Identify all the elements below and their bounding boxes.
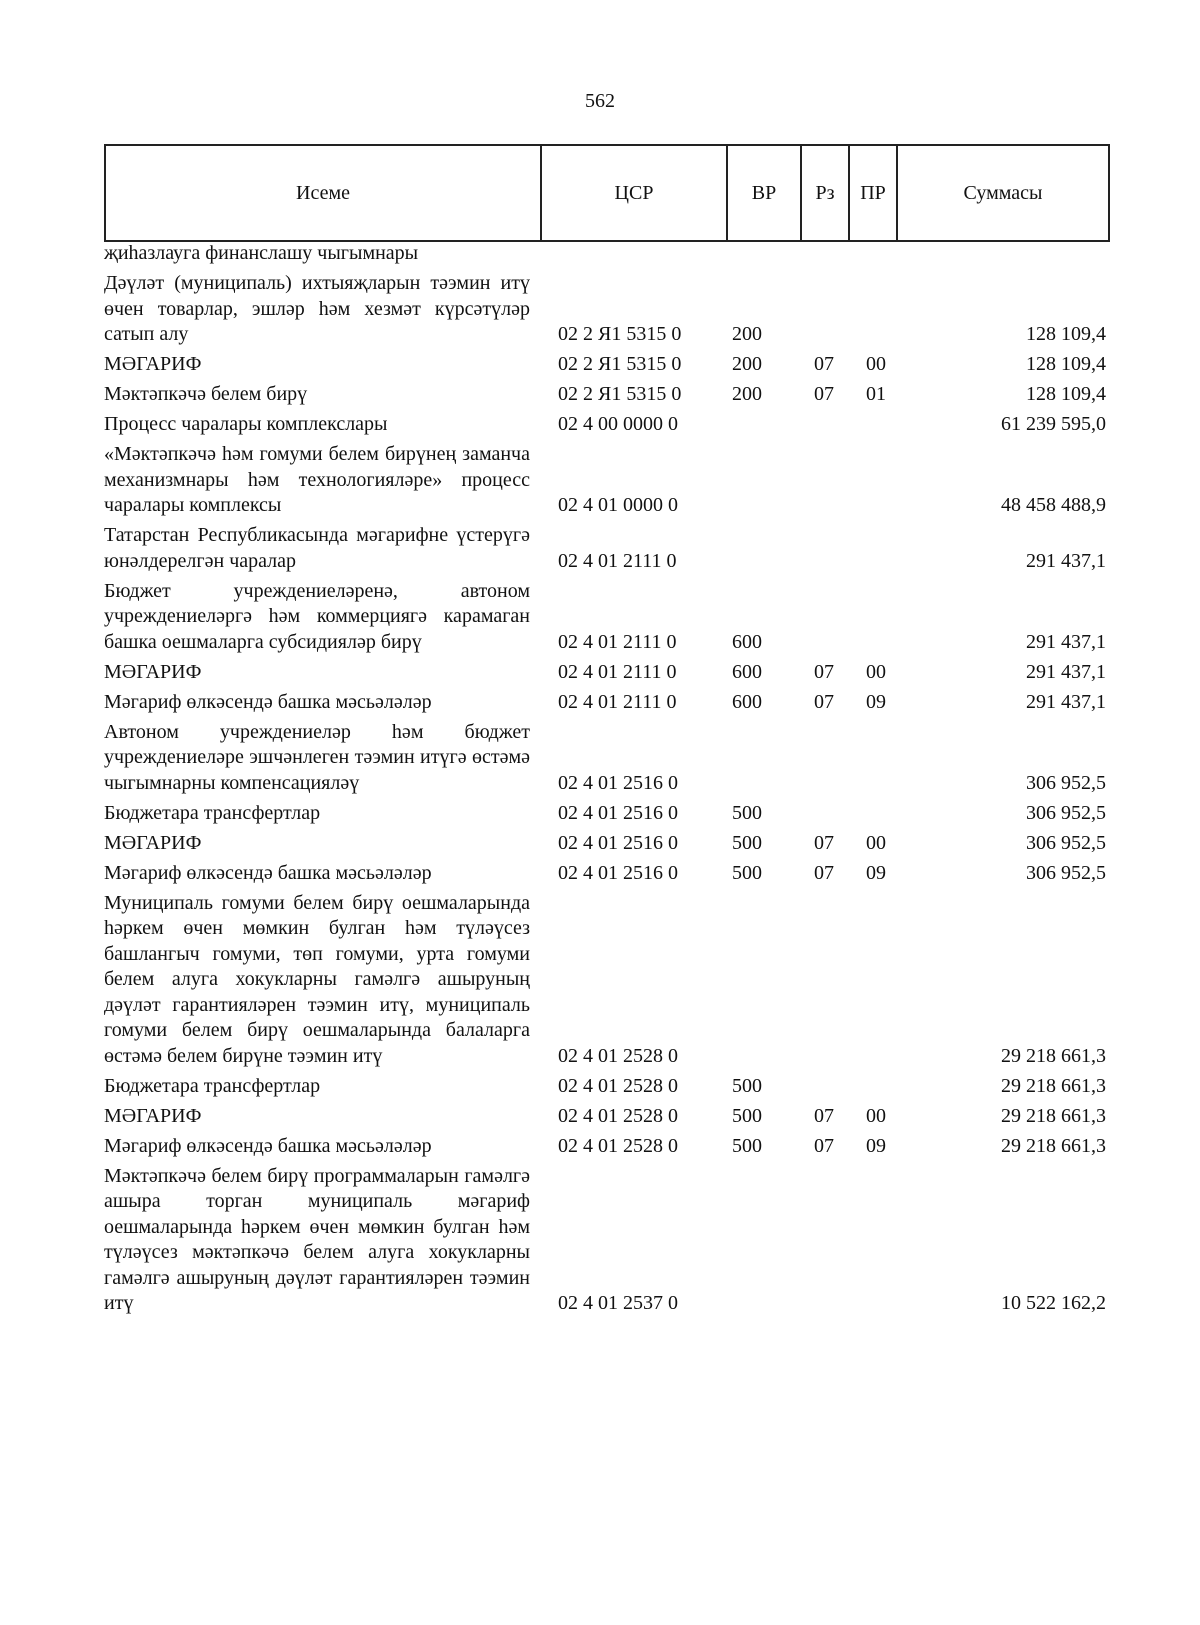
cell-name: җиһазлауга финанслашу чыгымнары [104, 242, 419, 264]
table-row [104, 886, 1108, 1069]
cell-rz [800, 796, 848, 826]
cell-csr: 02 4 01 2528 0 [558, 1104, 678, 1127]
cell-rz: 07 [814, 353, 834, 375]
cell-pr [848, 408, 896, 438]
cell-name: «Мәктәпкәчә һәм гомуми белем бирүнең заманча механизмнары һәм технологияләре» процесс чаралары комплексы [104, 443, 530, 516]
cell-vr: 500 [732, 861, 762, 884]
cell-rz [800, 1069, 848, 1099]
cell-name: Муниципаль гомуми белем бирү оешмаларында һәркем өчен мөмкин булган һәм түләүсез башлангыч гомуми, төп гомуми, урта гомуми белем алуга хокукларны гамәлгә ашыруның дәүләт гарантияләрен тәэмин итү, муниципаль гомуми белем бирү оешмаларында балаларга өстәмә белем бирүне тәэмин итү [104, 891, 530, 1067]
cell-name: Мәктәпкәчә белем бирү программаларын гамәлгә ашыра торган муниципаль мәгариф оешмаларында һәркем өчен мөмкин булган һәм түләүсез мәктәпкәчә белем алуга хокукларны гамәлгә ашыруның дәүләт гарантияләрен тәэмин итү [104, 1164, 530, 1314]
cell-name: МӘГАРИФ [104, 660, 202, 683]
cell-rz: 07 [814, 383, 834, 405]
table-row [104, 826, 1108, 856]
cell-pr [848, 241, 896, 267]
cell-rz [800, 574, 848, 655]
cell-pr [848, 1069, 896, 1099]
table-header [104, 144, 1110, 242]
cell-vr: 600 [732, 690, 762, 713]
cell-name: Татарстан Республикасында мәгарифне үстерүгә юнәлдерелгән чаралар [104, 524, 530, 572]
cell-name: Автоном учреждениеләр һәм бюджет учреждениеләре эшчәнлеген тәэмин итүгә өстәмә чыгымнарны компенсацияләү [104, 720, 530, 794]
cell-sum: 128 109,4 [1026, 323, 1106, 345]
cell-vr [726, 886, 800, 1069]
cell-csr: 02 4 00 0000 0 [558, 413, 678, 435]
budget-table [104, 241, 1108, 1317]
page-number: 562 [585, 90, 615, 112]
table-row [104, 856, 1108, 886]
cell-pr [848, 886, 896, 1069]
cell-csr [540, 241, 726, 267]
table-row [104, 438, 1108, 519]
cell-name: Процесс чаралары комплекслары [104, 413, 388, 435]
cell-vr [726, 241, 800, 267]
header-pr: ПР [849, 145, 897, 241]
cell-csr: 02 4 01 2516 0 [558, 861, 678, 884]
cell-rz: 07 [814, 660, 834, 683]
cell-vr: 200 [732, 383, 762, 405]
table-row [104, 574, 1108, 655]
cell-pr [848, 574, 896, 655]
cell-rz: 07 [814, 831, 834, 854]
table-row [104, 519, 1108, 575]
cell-name: МӘГАРИФ [104, 831, 202, 854]
cell-pr: 09 [866, 690, 886, 713]
cell-vr: 600 [732, 660, 762, 683]
cell-csr: 02 4 01 2111 0 [558, 660, 677, 683]
table-row [104, 715, 1108, 796]
cell-name: Бюджетара трансфертлар [104, 801, 321, 824]
cell-name: Мәгариф өлкәсендә башка мәсьәләләр [104, 690, 432, 713]
cell-vr: 500 [732, 1104, 762, 1127]
cell-pr: 00 [866, 831, 886, 854]
cell-name: Мәгариф өлкәсендә башка мәсьәләләр [104, 861, 432, 884]
cell-sum: 306 952,5 [1026, 861, 1106, 884]
cell-sum: 306 952,5 [1026, 831, 1106, 854]
cell-vr: 200 [732, 353, 762, 375]
cell-pr [848, 715, 896, 796]
cell-csr: 02 2 Я1 5315 0 [558, 383, 682, 405]
cell-rz [800, 1159, 848, 1317]
table-row [104, 267, 1108, 348]
header-csr: ЦСР [541, 145, 727, 241]
cell-vr [726, 438, 800, 519]
table-row [104, 655, 1108, 685]
cell-csr: 02 4 01 2516 0 [558, 831, 678, 854]
cell-vr: 500 [732, 831, 762, 854]
cell-rz [800, 408, 848, 438]
cell-name: Бюджет учреждениеләренә, автоном учреждениеләргә һәм коммерциягә карамаган башка оешмаларга субсидияләр бирү [104, 579, 530, 653]
cell-csr: 02 4 01 2537 0 [558, 1292, 678, 1314]
cell-rz [800, 241, 848, 267]
cell-csr: 02 2 Я1 5315 0 [558, 323, 682, 345]
cell-sum: 306 952,5 [1026, 771, 1106, 794]
cell-sum: 128 109,4 [1026, 353, 1106, 375]
table-row [104, 1099, 1108, 1129]
cell-sum: 291 437,1 [1026, 630, 1106, 653]
cell-pr: 00 [866, 353, 886, 375]
header-name: Исеме [105, 145, 541, 241]
table-row [104, 1159, 1108, 1317]
cell-sum: 306 952,5 [1026, 801, 1106, 824]
cell-sum: 291 437,1 [1026, 549, 1106, 572]
cell-sum [896, 241, 1108, 267]
cell-sum: 29 218 661,3 [1001, 1044, 1106, 1067]
cell-sum: 29 218 661,3 [1001, 1074, 1106, 1097]
cell-pr [848, 267, 896, 348]
cell-name: Мәктәпкәчә белем бирү [104, 383, 308, 405]
table-row [104, 1069, 1108, 1099]
cell-pr [848, 1159, 896, 1317]
cell-sum: 291 437,1 [1026, 660, 1106, 683]
cell-csr: 02 4 01 0000 0 [558, 494, 678, 516]
cell-pr: 00 [866, 1104, 886, 1127]
cell-sum: 10 522 162,2 [1001, 1292, 1106, 1314]
cell-csr: 02 4 01 2111 0 [558, 630, 677, 653]
table-row [104, 348, 1108, 378]
cell-vr: 200 [732, 323, 762, 345]
cell-csr: 02 4 01 2528 0 [558, 1134, 678, 1157]
cell-name: Бюджетара трансфертлар [104, 1074, 321, 1097]
cell-pr: 00 [866, 660, 886, 683]
table-row [104, 796, 1108, 826]
cell-sum: 291 437,1 [1026, 690, 1106, 713]
cell-rz: 07 [814, 690, 834, 713]
cell-pr: 09 [866, 1134, 886, 1157]
cell-csr: 02 4 01 2111 0 [558, 549, 677, 572]
cell-rz: 07 [814, 1134, 834, 1157]
header-rz: Рз [801, 145, 849, 241]
table-row [104, 685, 1108, 715]
table-row [104, 1129, 1108, 1159]
cell-rz [800, 438, 848, 519]
cell-csr: 02 4 01 2111 0 [558, 690, 677, 713]
cell-vr: 600 [732, 630, 762, 653]
cell-name: Дәүләт (муниципаль) ихтыяҗларын тәэмин итү өчен товарлар, эшләр һәм хезмәт күрсәтүләр сатып алу [104, 272, 530, 345]
cell-rz [800, 519, 848, 575]
header-sum: Суммасы [897, 145, 1109, 241]
cell-rz: 07 [814, 861, 834, 884]
cell-pr [848, 519, 896, 575]
cell-rz [800, 267, 848, 348]
cell-pr: 09 [866, 861, 886, 884]
cell-vr: 500 [732, 1134, 762, 1157]
table-row [104, 408, 1108, 438]
table-row [104, 241, 1108, 267]
cell-rz [800, 886, 848, 1069]
header-vr: ВР [727, 145, 801, 241]
cell-pr [848, 796, 896, 826]
cell-name: МӘГАРИФ [104, 1104, 202, 1127]
cell-pr: 01 [866, 383, 886, 405]
cell-csr: 02 4 01 2528 0 [558, 1044, 678, 1067]
cell-csr: 02 2 Я1 5315 0 [558, 353, 682, 375]
table-row [104, 378, 1108, 408]
cell-csr: 02 4 01 2516 0 [558, 801, 678, 824]
cell-sum: 48 458 488,9 [1001, 494, 1106, 516]
cell-sum: 29 218 661,3 [1001, 1104, 1106, 1127]
cell-csr: 02 4 01 2528 0 [558, 1074, 678, 1097]
cell-sum: 61 239 595,0 [1001, 413, 1106, 435]
cell-csr: 02 4 01 2516 0 [558, 771, 678, 794]
cell-vr [726, 1159, 800, 1317]
cell-vr: 500 [732, 1074, 762, 1097]
cell-rz: 07 [814, 1104, 834, 1127]
cell-vr: 500 [732, 801, 762, 824]
cell-rz [800, 715, 848, 796]
cell-pr [848, 438, 896, 519]
cell-vr [726, 408, 800, 438]
cell-vr [726, 519, 800, 575]
cell-name: Мәгариф өлкәсендә башка мәсьәләләр [104, 1134, 432, 1157]
cell-sum: 128 109,4 [1026, 383, 1106, 405]
cell-sum: 29 218 661,3 [1001, 1134, 1106, 1157]
cell-vr [726, 715, 800, 796]
cell-name: МӘГАРИФ [104, 353, 202, 375]
